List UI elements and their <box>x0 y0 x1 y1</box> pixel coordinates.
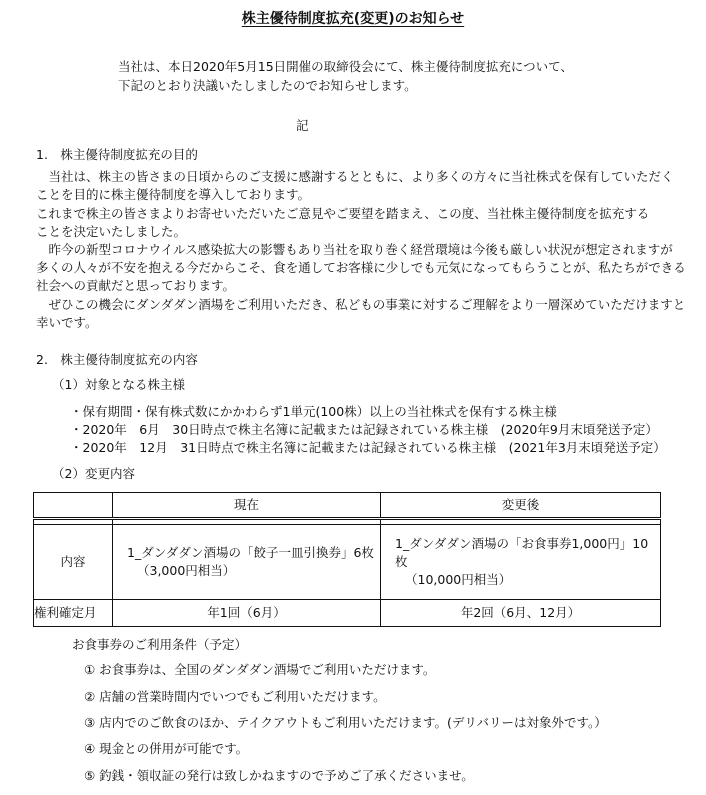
table-header-changed: 変更後 <box>381 493 661 519</box>
section1-line: 多くの人々が不安を抱える今だからこそ、食を通してお客様に少しでも元気になってもらうことが、私たちができる <box>36 260 686 275</box>
eligibility-bullet: ・保有期間・保有株式数にかかわらず1単元(100株）以上の当社株式を保有する株主様 <box>70 404 557 419</box>
section2-heading: 2. 株主優待制度拡充の内容 <box>36 352 198 367</box>
section1-line: ことを決定いたしました。 <box>36 224 187 239</box>
eligibility-bullet: ・2020年 6月 30日時点で株主名簿に記載または記録されている株主様 (2020年9月末頃発送予定） <box>70 422 658 437</box>
eligibility-bullet: ・2020年 12月 31日時点で株主名簿に記載または記録されている株主様 (2021年3月末頃発送予定） <box>70 440 666 455</box>
condition-item: ⑤ 釣銭・領収証の発行は致しかねますので予めご了承くださいませ。 <box>84 768 474 783</box>
section1-line: ことを目的に株主優待制度を導入しております。 <box>36 187 311 202</box>
condition-item: ① お食事券は、全国のダンダダン酒場でご利用いただけます。 <box>84 662 436 677</box>
table-header-empty <box>34 493 113 519</box>
changed-benefit-value: （10,000円相当） <box>405 572 512 587</box>
ki-marker: 記 <box>296 118 309 133</box>
row-label: 権利確定月 <box>34 600 113 627</box>
intro-line: 下記のとおり決議いたしましたのでお知らせします。 <box>118 78 417 93</box>
current-benefit-cell <box>113 525 381 600</box>
table-header-row <box>34 493 661 519</box>
section1-line: ぜひこの機会にダンダダン酒場をご利用いただき、私どもの事業に対するご理解をより一層深めていただけますと <box>36 297 686 312</box>
current-record-month: 年1回（6月） <box>113 600 381 627</box>
changed-record-month: 年2回（6月、12月） <box>381 600 661 627</box>
target-shareholders-heading: （1）対象となる株主様 <box>52 377 185 392</box>
table-row <box>34 525 661 600</box>
changed-benefit-cell <box>381 525 661 600</box>
condition-item: ③ 店内でのご飲食のほか、テイクアウトもご利用いただけます。(デリバリーは対象外です。） <box>84 715 607 730</box>
section1-line: 幸いです。 <box>36 315 98 330</box>
intro-line: 当社は、本日2020年5月15日開催の取締役会にて、株主優待制度拡充について、 <box>118 59 573 74</box>
current-benefit-text: 1_ダンダダン酒場の「餃子一皿引換券」6枚 <box>127 545 374 560</box>
current-benefit-value: （3,000円相当） <box>137 563 236 578</box>
section1-line: 社会への貢献だと思っております。 <box>36 278 236 293</box>
condition-item: ④ 現金との併用が可能です。 <box>84 741 249 756</box>
changes-heading: （2）変更内容 <box>52 466 135 481</box>
benefit-change-table <box>33 492 661 627</box>
row-label: 内容 <box>34 525 113 600</box>
section1-line: 昨今の新型コロナウイルス感染拡大の影響もあり当社を取り巻く経営環境は今後も厳しい状況が想定されますが <box>36 242 673 257</box>
section1-line: 当社は、株主の皆さまの日頃からのご支援に感謝するとともに、より多くの方々に当社株式を保有していただく <box>36 169 674 184</box>
section1-heading: 1. 株主優待制度拡充の目的 <box>36 147 198 162</box>
table-header-current: 現在 <box>113 493 381 519</box>
section1-line: これまで株主の皆さまよりお寄せいただいたご意見やご要望を踏まえ、この度、当社株主優待制度を拡充する <box>36 206 650 221</box>
document-title: 株主優待制度拡充(変更)のお知らせ <box>241 11 465 27</box>
conditions-title: お食事券のご利用条件（予定） <box>72 637 248 652</box>
changed-benefit-text: 1_ダンダダン酒場の「お食事券1,000円」10枚 <box>395 536 649 569</box>
condition-item: ② 店舗の営業時間内でいつでもご利用いただけます。 <box>84 689 386 704</box>
table-row <box>34 600 661 627</box>
